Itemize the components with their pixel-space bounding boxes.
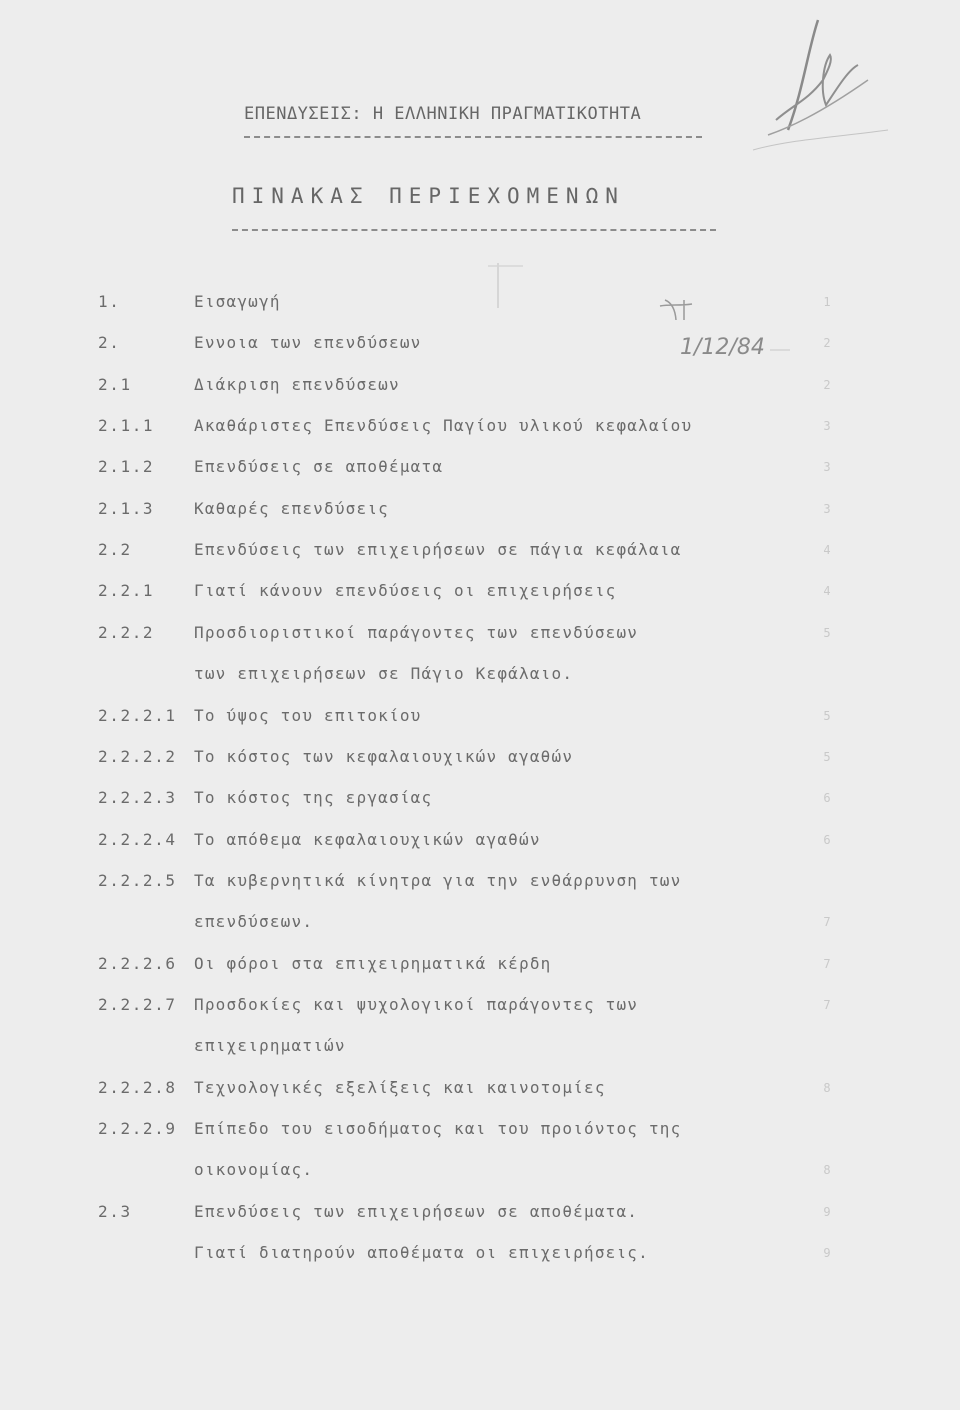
toc-entry-page: 6 <box>823 791 831 805</box>
toc-entry <box>0 494 960 524</box>
toc-entry-title: Προσδοκίες και ψυχολογικοί παράγοντες των <box>194 995 639 1014</box>
toc-entry-page: 9 <box>823 1246 831 1260</box>
toc-entry-page: 5 <box>823 626 831 640</box>
toc-entry <box>0 1031 960 1061</box>
toc-entry <box>0 1197 960 1227</box>
toc-entry-title: Διάκριση επενδύσεων <box>194 375 400 394</box>
toc-entry <box>0 1114 960 1144</box>
toc-entry-number: 2.2.2.2 <box>98 747 177 766</box>
toc-entry-title: των επιχειρήσεων σε Πάγιο Κεφάλαιο. <box>194 664 574 683</box>
toc-entry-number: 2.2.2.3 <box>98 788 177 807</box>
toc-entry <box>0 866 960 896</box>
toc-entry-title: Οι φόροι στα επιχειρηματικά κέρδη <box>194 954 552 973</box>
toc-entry <box>0 907 960 937</box>
toc-entry-page: 4 <box>823 584 831 598</box>
toc-entry-number: 2.3 <box>98 1202 132 1221</box>
toc-entry-page: 2 <box>823 378 831 392</box>
toc-entry <box>0 990 960 1020</box>
toc-entry <box>0 1238 960 1268</box>
toc-heading: ΠΙΝΑΚΑΣ ΠΕΡΙΕΧΟΜΕΝΩΝ <box>232 184 625 208</box>
toc-entry-number: 2.2.2 <box>98 623 155 642</box>
toc-entry <box>0 535 960 565</box>
toc-entry-page: 7 <box>823 998 831 1012</box>
toc-entry-page: 3 <box>823 419 831 433</box>
toc-entry <box>0 783 960 813</box>
toc-entry-title: Επίπεδο του εισοδήματος και του προιόντος της <box>194 1119 682 1138</box>
toc-entry <box>0 1073 960 1103</box>
toc-entry-page: 5 <box>823 750 831 764</box>
document-title: ΕΠΕΝΔΥΣΕΙΣ: Η ΕΛΛΗΝΙΚΗ ΠΡΑΓΜΑΤΙΚΟΤΗΤΑ <box>244 104 642 124</box>
toc-entry <box>0 576 960 606</box>
toc-entry-number: 2.1 <box>98 375 132 394</box>
toc-entry-page: 4 <box>823 543 831 557</box>
toc-entry-title: Τεχνολογικές εξελίξεις και καινοτομίες <box>194 1078 606 1097</box>
toc-entry <box>0 659 960 689</box>
toc-entry <box>0 701 960 731</box>
toc-entry-number: 2.2 <box>98 540 132 559</box>
toc-entry <box>0 618 960 648</box>
toc-entry <box>0 949 960 979</box>
toc-entry <box>0 825 960 855</box>
toc-entry-title: επιχειρηματιών <box>194 1036 346 1055</box>
toc-entry-number: 2.1.3 <box>98 499 155 518</box>
toc-entry-page: 7 <box>823 957 831 971</box>
toc-entry-number: 2.2.1 <box>98 581 155 600</box>
toc-entry-title: Επενδύσεις των επιχειρήσεων σε αποθέματα. <box>194 1202 639 1221</box>
toc-entry-page: 3 <box>823 502 831 516</box>
toc-entry-title: Επενδύσεις σε αποθέματα <box>194 457 444 476</box>
toc-entry-number: 1. <box>98 292 121 311</box>
toc-entry <box>0 411 960 441</box>
toc-entry-title: Γιατί κάνουν επενδύσεις οι επιχειρήσεις <box>194 581 617 600</box>
toc-entry <box>0 287 960 317</box>
toc-entry-number: 2.2.2.5 <box>98 871 177 890</box>
toc-entry-title: επενδύσεων. <box>194 912 314 931</box>
toc-entry <box>0 742 960 772</box>
toc-entry-title: Εισαγωγή <box>194 292 281 311</box>
toc-entry-title: Το απόθεμα κεφαλαιουχικών αγαθών <box>194 830 541 849</box>
toc-entry-page: 1 <box>823 295 831 309</box>
toc-entry-page: 8 <box>823 1163 831 1177</box>
toc-entry-number: 2.1.1 <box>98 416 155 435</box>
toc-entry-page: 6 <box>823 833 831 847</box>
toc-entry-title: Το κόστος της εργασίας <box>194 788 433 807</box>
toc-entry-number: 2.1.2 <box>98 457 155 476</box>
toc-entry <box>0 1155 960 1185</box>
toc-entry-title: Γιατί διατηρούν αποθέματα οι επιχειρήσεις. <box>194 1243 649 1262</box>
toc-entry-title: Το ύψος του επιτοκίου <box>194 706 422 725</box>
toc-entry-page: 8 <box>823 1081 831 1095</box>
toc-entry-title: Εννοια των επενδύσεων <box>194 333 422 352</box>
toc-entry-number: 2.2.2.9 <box>98 1119 177 1138</box>
toc-entry-title: Το κόστος των κεφαλαιουχικών αγαθών <box>194 747 574 766</box>
toc-entry-title: Τα κυβερνητικά κίνητρα για την ενθάρρυνση των <box>194 871 682 890</box>
toc-entry-number: 2.2.2.6 <box>98 954 177 973</box>
toc-entry-page: 2 <box>823 336 831 350</box>
toc-entry-title: Επενδύσεις των επιχειρήσεων σε πάγια κεφάλαια <box>194 540 682 559</box>
toc-entry-page: 9 <box>823 1205 831 1219</box>
toc-entry-page: 3 <box>823 460 831 474</box>
toc-entry-title: Ακαθάριστες Επενδύσεις Παγίου υλικού κεφαλαίου <box>194 416 693 435</box>
toc-entry-page: 5 <box>823 709 831 723</box>
toc-entry-page: 7 <box>823 915 831 929</box>
toc-entry-title: οικονομίας. <box>194 1160 314 1179</box>
toc-entry <box>0 370 960 400</box>
toc-entry-title: Προσδιοριστικοί παράγοντες των επενδύσεων <box>194 623 639 642</box>
toc-entry-number: 2.2.2.7 <box>98 995 177 1014</box>
toc-entry <box>0 328 960 358</box>
handwritten-date: 1/12/84 <box>680 335 765 360</box>
toc-entry-number: 2. <box>98 333 121 352</box>
toc-entry <box>0 452 960 482</box>
toc-entry-title: Καθαρές επενδύσεις <box>194 499 389 518</box>
toc-entry-number: 2.2.2.1 <box>98 706 177 725</box>
toc-entry-number: 2.2.2.8 <box>98 1078 177 1097</box>
toc-entry-number: 2.2.2.4 <box>98 830 177 849</box>
